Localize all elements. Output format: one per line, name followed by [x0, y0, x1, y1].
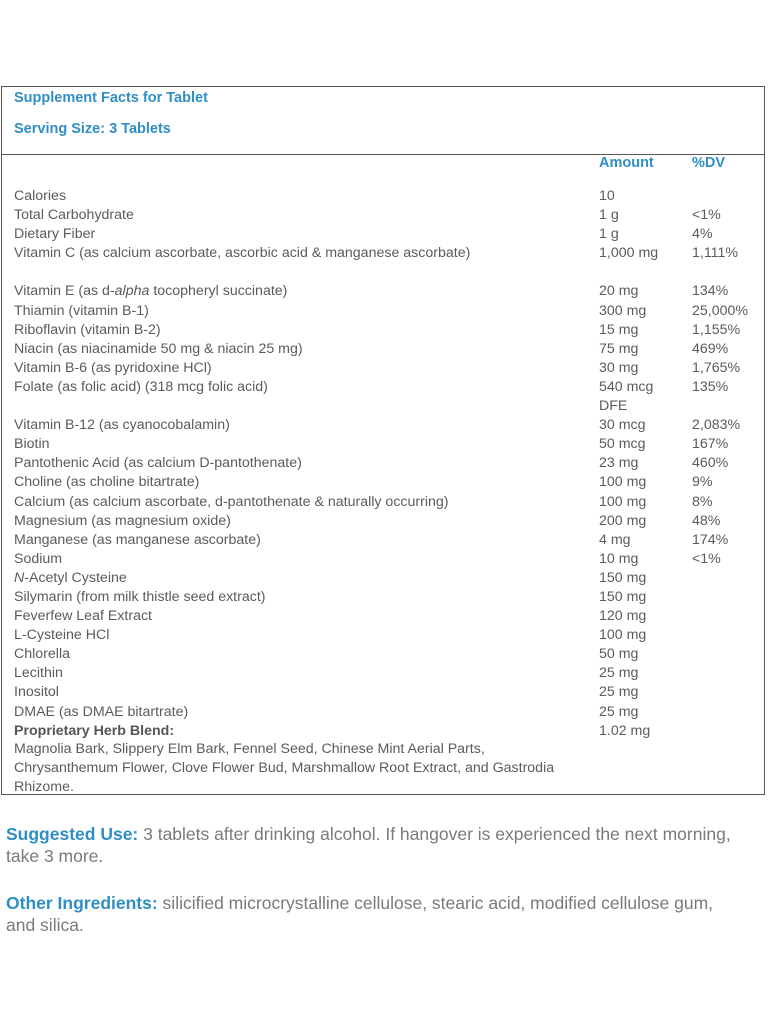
suggested-use [6, 823, 746, 867]
nutrient-name: Vitamin E (as d-alpha tocopheryl succinate) [14, 283, 288, 300]
nutrient-name: Dietary Fiber [14, 226, 96, 243]
nutrient-row [2, 664, 764, 683]
nutrient-row [2, 359, 764, 378]
nutrient-row [2, 645, 764, 664]
nutrient-amount: 100 mg [599, 474, 647, 491]
dv-column-header: %DV [692, 155, 726, 171]
nutrient-dv: 48% [692, 512, 721, 529]
nutrient-name: Feverfew Leaf Extract [14, 608, 152, 625]
nutrient-name: Thiamin (vitamin B-1) [14, 302, 149, 319]
nutrient-amount: 150 mg [599, 588, 647, 605]
nutrient-amount: 15 mg [599, 321, 639, 338]
nutrient-dv: 25,000% [692, 302, 749, 319]
nutrient-dv: <1% [692, 207, 721, 224]
nutrient-amount: 50 mg [599, 646, 639, 663]
nutrient-row [2, 244, 764, 282]
nutrient-name: L-Cysteine HCl [14, 627, 110, 644]
nutrient-amount: 23 mg [599, 455, 639, 472]
amount-column-header: Amount [599, 155, 654, 171]
nutrient-name: Lecithin [14, 665, 63, 682]
nutrient-row [2, 454, 764, 473]
herb-blend-ingredients: Magnolia Bark, Slippery Elm Bark, Fennel Seed, Chinese Mint Aerial Parts, Chrysanthemum Flower, Clove Flower Bud, Marshmallow Root Extract, and Gastrodia Rhizome. [14, 741, 555, 796]
nutrient-amount: 30 mg [599, 359, 639, 376]
nutrient-name: Magnesium (as magnesium oxide) [14, 512, 231, 529]
nutrient-dv: 1,111% [692, 245, 739, 262]
nutrient-name: Calcium (as calcium ascorbate, d-pantothenate & naturally occurring) [14, 493, 449, 510]
nutrient-name: Inositol [14, 684, 59, 701]
nutrient-dv: 135% [692, 378, 729, 395]
suggested-use-text: 3 tablets after drinking alcohol. If hangover is experienced the next morning, take 3 more. [6, 824, 731, 866]
nutrient-amount: 25 mg [599, 684, 639, 701]
nutrient-name: Riboflavin (vitamin B-2) [14, 321, 161, 338]
nutrient-row [2, 626, 764, 645]
nutrient-row [2, 473, 764, 492]
nutrient-name: Niacin (as niacinamide 50 mg & niacin 25 mg) [14, 340, 303, 357]
nutrient-name: Proprietary Herb Blend: [14, 722, 175, 739]
nutrient-row [2, 340, 764, 359]
nutrient-amount: 1,000 mg [599, 245, 659, 262]
nutrient-amount: 75 mg [599, 340, 639, 357]
nutrient-dv: 469% [692, 340, 729, 357]
nutrient-amount: 200 mg [599, 512, 647, 529]
nutrient-name: Calories [14, 188, 67, 204]
nutrient-amount: 300 mg [599, 302, 647, 319]
nutrient-amount: 1.02 mg [599, 722, 651, 739]
nutrient-row [2, 282, 764, 301]
nutrient-amount: 4 mg [599, 531, 631, 548]
nutrient-dv: 174% [692, 531, 729, 548]
nutrient-amount: 100 mg [599, 627, 647, 644]
suggested-use-label: Suggested Use: [6, 824, 139, 844]
nutrient-amount: 25 mg [599, 703, 639, 720]
nutrient-name: Pantothenic Acid (as calcium D-pantothenate) [14, 455, 302, 472]
nutrient-row [2, 225, 764, 244]
facts-header [2, 87, 764, 155]
nutrient-amount: 20 mg [599, 283, 639, 300]
nutrient-dv: <1% [692, 550, 721, 567]
nutrient-name: Manganese (as manganese ascorbate) [14, 531, 261, 548]
nutrient-dv: 8% [692, 493, 713, 510]
nutrient-name: Vitamin C (as calcium ascorbate, ascorbic acid & manganese ascorbate) [14, 245, 471, 262]
nutrient-row [2, 607, 764, 626]
nutrient-row [2, 435, 764, 454]
other-ingredients-text: silicified microcrystalline cellulose, stearic acid, modified cellulose gum, and silica. [6, 893, 714, 935]
nutrient-name: N-Acetyl Cysteine [14, 569, 127, 586]
nutrient-dv: 167% [692, 436, 729, 453]
nutrient-row [2, 569, 764, 588]
nutrient-row [2, 187, 764, 206]
nutrient-amount: 150 mg [599, 569, 647, 586]
facts-title: Supplement Facts for Tablet [14, 90, 208, 106]
nutrient-amount: 100 mg [599, 493, 647, 510]
nutrient-amount: 1 g [599, 226, 619, 243]
nutrient-dv: 2,083% [692, 417, 741, 434]
supplement-facts-panel [1, 86, 765, 795]
other-ingredients [6, 892, 746, 936]
nutrient-dv: 134% [692, 283, 729, 300]
nutrient-amount: 10 [599, 188, 615, 204]
nutrient-row [2, 683, 764, 702]
nutrient-row [2, 416, 764, 435]
nutrient-amount: 1 g [599, 207, 619, 224]
nutrient-amount: 10 mg [599, 550, 639, 567]
nutrient-name: Folate (as folic acid) (318 mcg folic acid) [14, 378, 268, 395]
nutrient-name: Chlorella [14, 646, 70, 663]
nutrient-dv: 1,155% [692, 321, 741, 338]
nutrient-name: Vitamin B-12 (as cyanocobalamin) [14, 417, 230, 434]
nutrient-dv: 9% [692, 474, 713, 491]
nutrient-name: Total Carbohydrate [14, 207, 134, 224]
nutrient-dv: 460% [692, 455, 729, 472]
nutrient-name: Choline (as choline bitartrate) [14, 474, 200, 491]
nutrient-list [2, 187, 764, 741]
nutrient-row [2, 588, 764, 607]
nutrient-row [2, 531, 764, 550]
nutrient-dv: 1,765% [692, 359, 741, 376]
nutrient-amount: 120 mg [599, 608, 647, 625]
nutrient-name: Vitamin B-6 (as pyridoxine HCl) [14, 359, 212, 376]
nutrient-amount: 25 mg [599, 665, 639, 682]
nutrient-amount: 30 mcg [599, 417, 646, 434]
nutrient-name: DMAE (as DMAE bitartrate) [14, 703, 189, 720]
nutrient-name: Biotin [14, 436, 50, 453]
nutrient-row [2, 703, 764, 722]
serving-size: Serving Size: 3 Tablets [14, 121, 171, 137]
other-ingredients-label: Other Ingredients: [6, 893, 158, 913]
nutrient-amount: 540 mcg DFE [599, 378, 654, 415]
nutrient-row [2, 302, 764, 321]
nutrient-row [2, 321, 764, 340]
nutrient-name: Sodium [14, 550, 63, 567]
nutrient-dv: 4% [692, 226, 713, 243]
nutrient-row [2, 512, 764, 531]
nutrient-row [2, 493, 764, 512]
nutrient-row [2, 378, 764, 416]
nutrient-amount: 50 mcg [599, 436, 646, 453]
nutrient-row [2, 722, 764, 741]
nutrient-row [2, 550, 764, 569]
nutrient-row [2, 206, 764, 225]
nutrient-name: Silymarin (from milk thistle seed extract) [14, 588, 266, 605]
